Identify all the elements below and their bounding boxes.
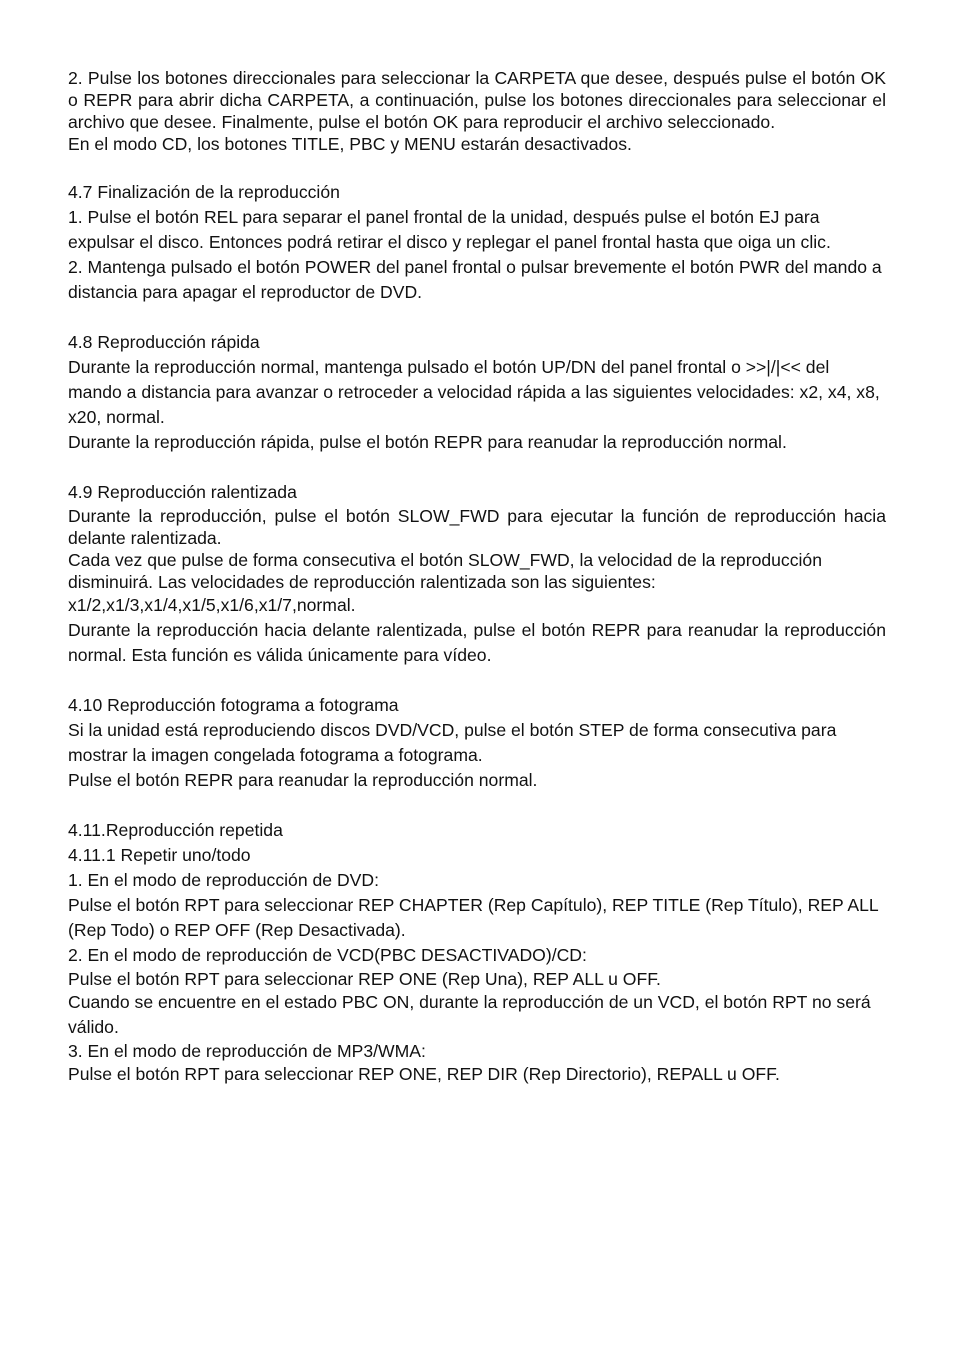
section-4-8-paragraph-2: Durante la reproducción rápida, pulse el botón REPR para reanudar la reproducción normal. — [68, 432, 787, 452]
section-heading-4-9: 4.9 Reproducción ralentizada — [68, 482, 297, 502]
document-page — [68, 67, 886, 1087]
section-4-11-paragraph-1: 1. En el modo de reproducción de DVD: — [68, 870, 380, 890]
intro-paragraph-1: 2. Pulse los botones direccionales para seleccionar la CARPETA que desee, después pulse el botón OK o REPR para abrir dicha CARPETA, a continuación, pulse los botones direccionales para seleccionar el archivo que desee. Finalmente, pulse el botón OK para reproducir el archivo seleccionado. — [68, 68, 886, 132]
spacer — [68, 455, 886, 480]
spacer — [68, 155, 886, 180]
section-heading-4-10: 4.10 Reproducción fotograma a fotograma — [68, 695, 399, 715]
section-4-9-paragraph-2: Cada vez que pulse de forma consecutiva el botón SLOW_FWD, la velocidad de la reproducción disminuirá. Las velocidades de reproducción ralentizada son las siguientes: — [68, 550, 823, 592]
section-4-10-paragraph-1: Si la unidad está reproduciendo discos DVD/VCD, pulse el botón STEP de forma consecutiva para mostrar la imagen congelada fotograma a fotograma. — [68, 720, 837, 765]
section-4-11-paragraph-6: 3. En el modo de reproducción de MP3/WMA: — [68, 1041, 426, 1061]
section-4-9-paragraph-1: Durante la reproducción, pulse el botón SLOW_FWD para ejecutar la función de reproducción hacia delante ralentizada. — [68, 506, 886, 548]
section-4-9-paragraph-4: Durante la reproducción hacia delante ralentizada, pulse el botón REPR para reanudar la reproducción normal. Esta función es válida únicamente para vídeo. — [68, 620, 886, 665]
section-heading-4-7: 4.7 Finalización de la reproducción — [68, 182, 340, 202]
section-4-10-paragraph-2: Pulse el botón REPR para reanudar la reproducción normal. — [68, 770, 538, 790]
section-heading-4-8: 4.8 Reproducción rápida — [68, 332, 260, 352]
section-4-11-paragraph-5: Cuando se encuentre en el estado PBC ON, durante la reproducción de un VCD, el botón RPT no será válido. — [68, 992, 871, 1037]
spacer — [68, 668, 886, 693]
subsection-heading-4-11-1: 4.11.1 Repetir uno/todo — [68, 845, 251, 865]
section-4-11-paragraph-7: Pulse el botón RPT para seleccionar REP ONE, REP DIR (Rep Directorio), REPALL u OFF. — [68, 1064, 780, 1084]
section-4-11-paragraph-2: Pulse el botón RPT para seleccionar REP CHAPTER (Rep Capítulo), REP TITLE (Rep Título), REP ALL (Rep Todo) o REP OFF (Rep Desactivada). — [68, 895, 879, 940]
section-4-9-paragraph-3: x1/2,x1/3,x1/4,x1/5,x1/6,x1/7,normal. — [68, 595, 356, 615]
section-4-11-paragraph-3: 2. En el modo de reproducción de VCD(PBC DESACTIVADO)/CD: — [68, 945, 587, 965]
section-heading-4-11: 4.11.Reproducción repetida — [68, 820, 283, 840]
section-4-7-paragraph-2: 2. Mantenga pulsado el botón POWER del panel frontal o pulsar brevemente el botón PWR del mando a distancia para apagar el reproductor de DVD. — [68, 257, 882, 302]
section-4-8-paragraph-1: Durante la reproducción normal, mantenga pulsado el botón UP/DN del panel frontal o >>|/|<< del mando a distancia para avanzar o retroceder a velocidad rápida a las siguientes velocidades: x2, x4, x8, x20, normal. — [68, 357, 880, 427]
spacer — [68, 305, 886, 330]
spacer — [68, 793, 886, 818]
section-4-7-paragraph-1: 1. Pulse el botón REL para separar el panel frontal de la unidad, después pulse el botón EJ para expulsar el disco. Entonces podrá retirar el disco y replegar el panel frontal hasta que oiga un clic. — [68, 207, 831, 252]
intro-paragraph-2: En el modo CD, los botones TITLE, PBC y MENU estarán desactivados. — [68, 134, 632, 154]
section-4-11-paragraph-4: Pulse el botón RPT para seleccionar REP ONE (Rep Una), REP ALL u OFF. — [68, 969, 661, 989]
